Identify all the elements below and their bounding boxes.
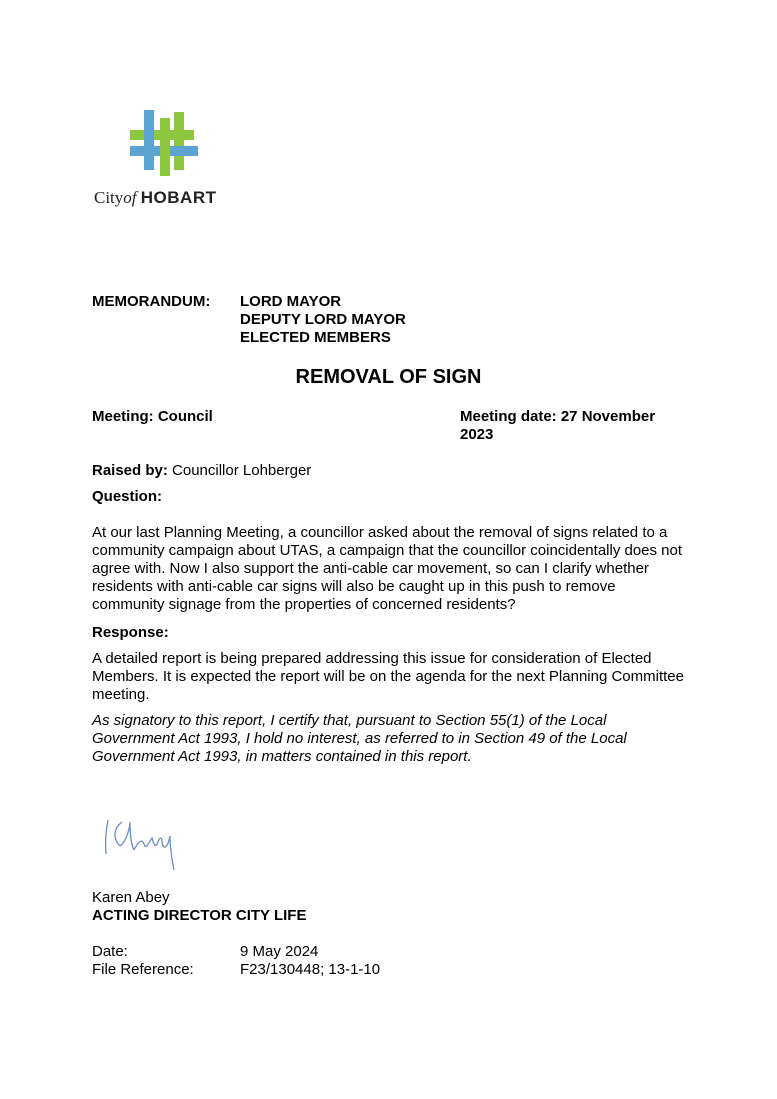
raised-by-value: Councillor Lohberger bbox=[167, 462, 312, 479]
recipient-elected-members: ELECTED MEMBERS bbox=[240, 329, 391, 346]
signatory-name: Karen Abey bbox=[92, 889, 170, 906]
logo-text-city: City bbox=[94, 188, 124, 207]
document-title: REMOVAL OF SIGN bbox=[295, 366, 482, 388]
certification-statement: As signatory to this report, I certify that, pursuant to Section 55(1) of the Local Government Act 1993, I hold no interest, as referred to in Section 49 of the Local Government Act 1993, in matters contained in this report. bbox=[92, 712, 627, 765]
response-body: A detailed report is being prepared addressing this issue for consideration of Elected Members. It is expected the report will be on the agenda for the next Planning Committee meeting. bbox=[92, 650, 684, 703]
document-metadata bbox=[92, 943, 380, 979]
memorandum-recipients bbox=[240, 293, 406, 347]
signatory-block bbox=[92, 889, 306, 925]
raised-by bbox=[92, 462, 311, 479]
handwritten-signature bbox=[100, 812, 190, 874]
meeting-date: Meeting date: 27 November 2023 bbox=[460, 408, 656, 443]
logo-mark-icon bbox=[128, 108, 200, 178]
question-heading: Question: bbox=[92, 488, 162, 505]
date-label: Date: bbox=[92, 943, 128, 960]
response-heading: Response: bbox=[92, 624, 169, 641]
date-row bbox=[92, 943, 380, 961]
meeting-name: Meeting: Council bbox=[92, 408, 213, 425]
recipient-deputy-lord-mayor: DEPUTY LORD MAYOR bbox=[240, 311, 406, 328]
recipient-lord-mayor: LORD MAYOR bbox=[240, 293, 342, 310]
file-reference-row bbox=[92, 961, 380, 979]
question-body: At our last Planning Meeting, a councillor asked about the removal of signs related to a community campaign about UTAS, a campaign that the councillor coincidentally does not agree with. Now I also support the anti-cable car movement, so can I clarify whether residents with anti-cable car signs will also be caught up in this push to remove community signage from the properties of concerned residents? bbox=[92, 524, 683, 613]
file-reference-label: File Reference: bbox=[92, 961, 194, 978]
logo-text-hobart: HOBART bbox=[140, 188, 217, 207]
memorandum-label: MEMORANDUM: bbox=[92, 293, 211, 310]
logo-wordmark bbox=[94, 188, 217, 208]
signatory-title: ACTING DIRECTOR CITY LIFE bbox=[92, 907, 307, 924]
date-value: 9 May 2024 bbox=[240, 943, 319, 960]
file-reference-value: F23/130448; 13-1-10 bbox=[240, 961, 381, 978]
city-of-hobart-logo bbox=[94, 108, 244, 218]
raised-by-label: Raised by: bbox=[92, 462, 168, 479]
logo-text-of: of bbox=[123, 188, 137, 207]
